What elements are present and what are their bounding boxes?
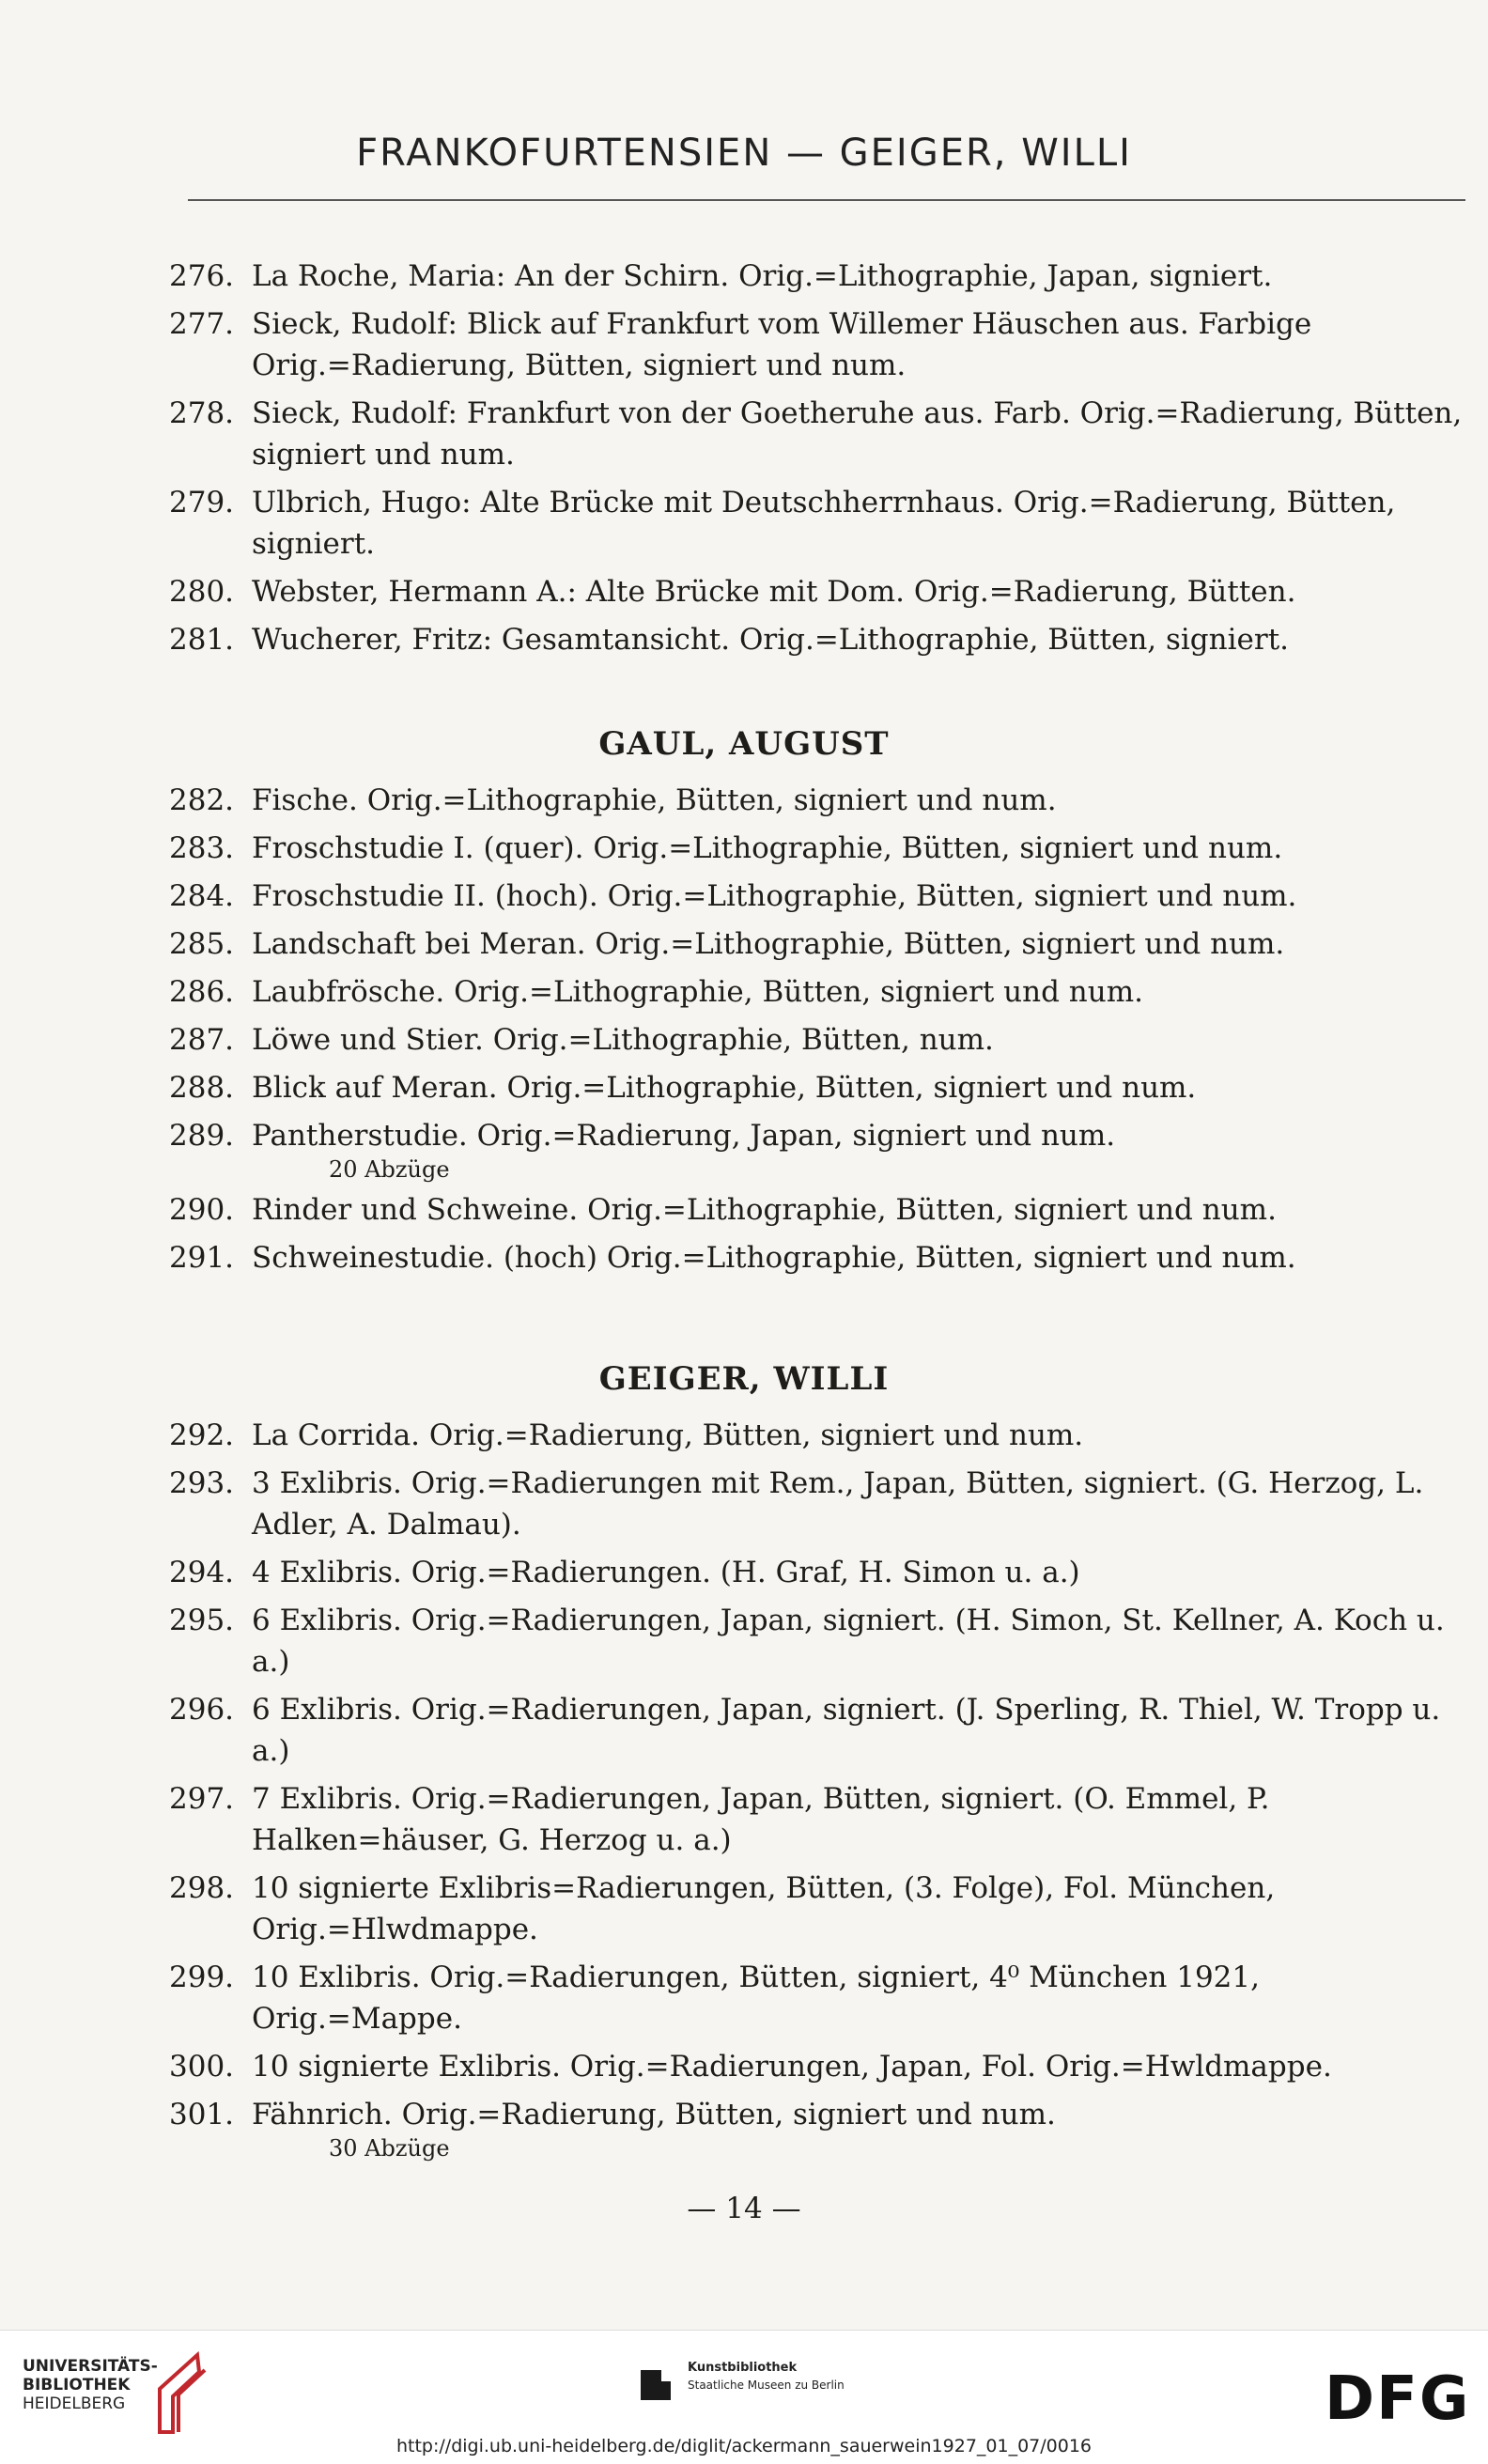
entry-number: 297. <box>169 1782 235 1816</box>
entry-text: Laubfrösche. Orig.=Lithographie, Bütten, signiert und num. <box>252 975 1143 1009</box>
entry-number: 301. <box>169 2098 235 2131</box>
entry-number: 285. <box>169 927 235 961</box>
entry-text: 7 Exlibris. Orig.=Radierungen, Japan, Bütten, signiert. (O. Emmel, P. Halken=häuser, G. Herzog u. a.) <box>252 1782 1270 1857</box>
entry-number: 279. <box>169 486 235 519</box>
entry-text: Sieck, Rudolf: Frankfurt von der Goetheruhe aus. Farb. Orig.=Radierung, Bütten, signiert und num. <box>252 396 1463 472</box>
catalog-entry <box>169 923 1465 965</box>
catalog-entry <box>169 1415 1465 1456</box>
catalog-entry <box>169 828 1465 869</box>
entry-text: 10 signierte Exlibris=Radierungen, Bütten, (3. Folge), Fol. München, Orig.=Hlwdmappe. <box>252 1871 1276 1946</box>
uni-line-3: HEIDELBERG <box>23 2394 126 2413</box>
catalog-entry <box>169 482 1465 565</box>
entry-text: 6 Exlibris. Orig.=Radierungen, Japan, signiert. (J. Sperling, R. Thiel, W. Tropp u. a.) <box>252 1693 1441 1768</box>
section-title-gaul: GAUL, AUGUST <box>598 725 890 763</box>
entry-number: 287. <box>169 1023 235 1057</box>
entry-number: 290. <box>169 1193 235 1227</box>
entry-number: 292. <box>169 1418 235 1452</box>
catalog-entry <box>169 393 1465 475</box>
catalog-entry <box>169 619 1465 660</box>
entry-text: Ulbrich, Hugo: Alte Brücke mit Deutschherrnhaus. Orig.=Radierung, Bütten, signiert. <box>252 486 1396 561</box>
edition-note: 30 Abzüge <box>329 2135 450 2162</box>
catalog-entry <box>169 1957 1465 2039</box>
catalog-entry <box>169 1867 1465 1950</box>
entry-number: 278. <box>169 396 235 430</box>
library-emblem-icon <box>150 2351 209 2436</box>
entry-number: 294. <box>169 1556 235 1589</box>
entry-text: Schweinestudie. (hoch) Orig.=Lithographie, Bütten, signiert und num. <box>252 1241 1296 1275</box>
entry-number: 286. <box>169 975 235 1009</box>
uni-line-2: BIBLIOTHEK <box>23 2376 131 2394</box>
entry-number: 283. <box>169 831 235 865</box>
page-number: — 14 — <box>687 2192 801 2225</box>
catalog-entry <box>169 780 1465 821</box>
entry-text: La Roche, Maria: An der Schirn. Orig.=Lithographie, Japan, signiert. <box>252 259 1273 293</box>
entry-number: 288. <box>169 1071 235 1105</box>
catalog-entry <box>169 876 1465 917</box>
entry-number: 295. <box>169 1604 235 1637</box>
catalog-entry <box>169 2094 1465 2162</box>
entry-number: 300. <box>169 2050 235 2084</box>
entry-text: Löwe und Stier. Orig.=Lithographie, Bütten, num. <box>252 1023 994 1057</box>
entry-number: 281. <box>169 623 235 657</box>
entry-number: 289. <box>169 1119 235 1153</box>
entry-text: Wucherer, Fritz: Gesamtansicht. Orig.=Lithographie, Bütten, signiert. <box>252 623 1290 657</box>
geiger-list <box>169 1415 1465 2168</box>
entry-text: 10 signierte Exlibris. Orig.=Radierungen, Japan, Fol. Orig.=Hwldmappe. <box>252 2050 1332 2084</box>
section-title-geiger: GEIGER, WILLI <box>598 1360 890 1398</box>
entry-text: 3 Exlibris. Orig.=Radierungen mit Rem., Japan, Bütten, signiert. (G. Herzog, L. Adler, A. Dalmau). <box>252 1466 1424 1542</box>
entry-text: 6 Exlibris. Orig.=Radierungen, Japan, signiert. (H. Simon, St. Kellner, A. Koch u. a.) <box>252 1604 1445 1679</box>
entry-number: 291. <box>169 1241 235 1275</box>
catalog-entry <box>169 1463 1465 1545</box>
entry-text: Rinder und Schweine. Orig.=Lithographie, Bütten, signiert und num. <box>252 1193 1277 1227</box>
catalog-entry <box>169 2046 1465 2087</box>
catalog-entry <box>169 256 1465 297</box>
catalog-entry <box>169 1689 1465 1772</box>
kunstbibliothek-mark-icon <box>639 2364 673 2402</box>
entry-number: 298. <box>169 1871 235 1905</box>
header-rule <box>188 199 1465 201</box>
entry-text: Fähnrich. Orig.=Radierung, Bütten, signiert und num. <box>252 2098 1056 2131</box>
running-head: FRANKOFURTENSIEN — GEIGER, WILLI <box>356 132 1132 175</box>
edition-note: 20 Abzüge <box>329 1156 450 1183</box>
catalog-entry <box>169 971 1465 1013</box>
entry-text: Pantherstudie. Orig.=Radierung, Japan, signiert und num. <box>252 1119 1116 1153</box>
catalog-entry <box>169 1237 1465 1278</box>
entry-number: 284. <box>169 879 235 913</box>
entry-text: Froschstudie II. (hoch). Orig.=Lithographie, Bütten, signiert und num. <box>252 879 1297 913</box>
university-library-logo <box>23 2357 158 2413</box>
entry-number: 293. <box>169 1466 235 1500</box>
entry-number: 280. <box>169 575 235 609</box>
entry-text: Froschstudie I. (quer). Orig.=Lithographie, Bütten, signiert und num. <box>252 831 1283 865</box>
entry-text: La Corrida. Orig.=Radierung, Bütten, signiert und num. <box>252 1418 1084 1452</box>
entry-text: Blick auf Meran. Orig.=Lithographie, Bütten, signiert und num. <box>252 1071 1197 1105</box>
catalog-entry <box>169 1067 1465 1108</box>
entry-text: Webster, Hermann A.: Alte Brücke mit Dom. Orig.=Radierung, Bütten. <box>252 575 1296 609</box>
uni-line-1: UNIVERSITÄTS- <box>23 2357 158 2376</box>
catalog-entry <box>169 1778 1465 1861</box>
digitization-footer <box>0 2330 1488 2464</box>
kb-line-2: Staatliche Museen zu Berlin <box>688 2379 845 2392</box>
entry-number: 299. <box>169 1960 235 1994</box>
frankofurtensien-list <box>169 256 1465 667</box>
source-url[interactable]: http://digi.ub.uni-heidelberg.de/diglit/ackermann_sauerwein1927_01_07/0016 <box>395 2436 1093 2456</box>
entry-number: 276. <box>169 259 235 293</box>
entry-text: Sieck, Rudolf: Blick auf Frankfurt vom Willemer Häuschen aus. Farbige Orig.=Radierung, Bütten, signiert und num. <box>252 307 1312 382</box>
catalog-entry <box>169 1115 1465 1183</box>
catalog-entry <box>169 303 1465 386</box>
entry-number: 296. <box>169 1693 235 1727</box>
entry-number: 282. <box>169 783 235 817</box>
kb-line-1: Kunstbibliothek <box>688 2361 798 2375</box>
gaul-list <box>169 780 1465 1285</box>
entry-text: Landschaft bei Meran. Orig.=Lithographie, Bütten, signiert und num. <box>252 927 1285 961</box>
entry-text: Fische. Orig.=Lithographie, Bütten, signiert und num. <box>252 783 1057 817</box>
entry-number: 277. <box>169 307 235 341</box>
catalog-entry <box>169 571 1465 612</box>
catalog-entry <box>169 1600 1465 1682</box>
catalog-entry <box>169 1552 1465 1593</box>
catalog-entry <box>169 1019 1465 1061</box>
entry-text: 10 Exlibris. Orig.=Radierungen, Bütten, signiert, 4⁰ München 1921, Orig.=Mappe. <box>252 1960 1260 2036</box>
entry-text: 4 Exlibris. Orig.=Radierungen. (H. Graf, H. Simon u. a.) <box>252 1556 1080 1589</box>
catalog-entry <box>169 1189 1465 1231</box>
dfg-logo: DFG <box>1325 2364 1471 2434</box>
